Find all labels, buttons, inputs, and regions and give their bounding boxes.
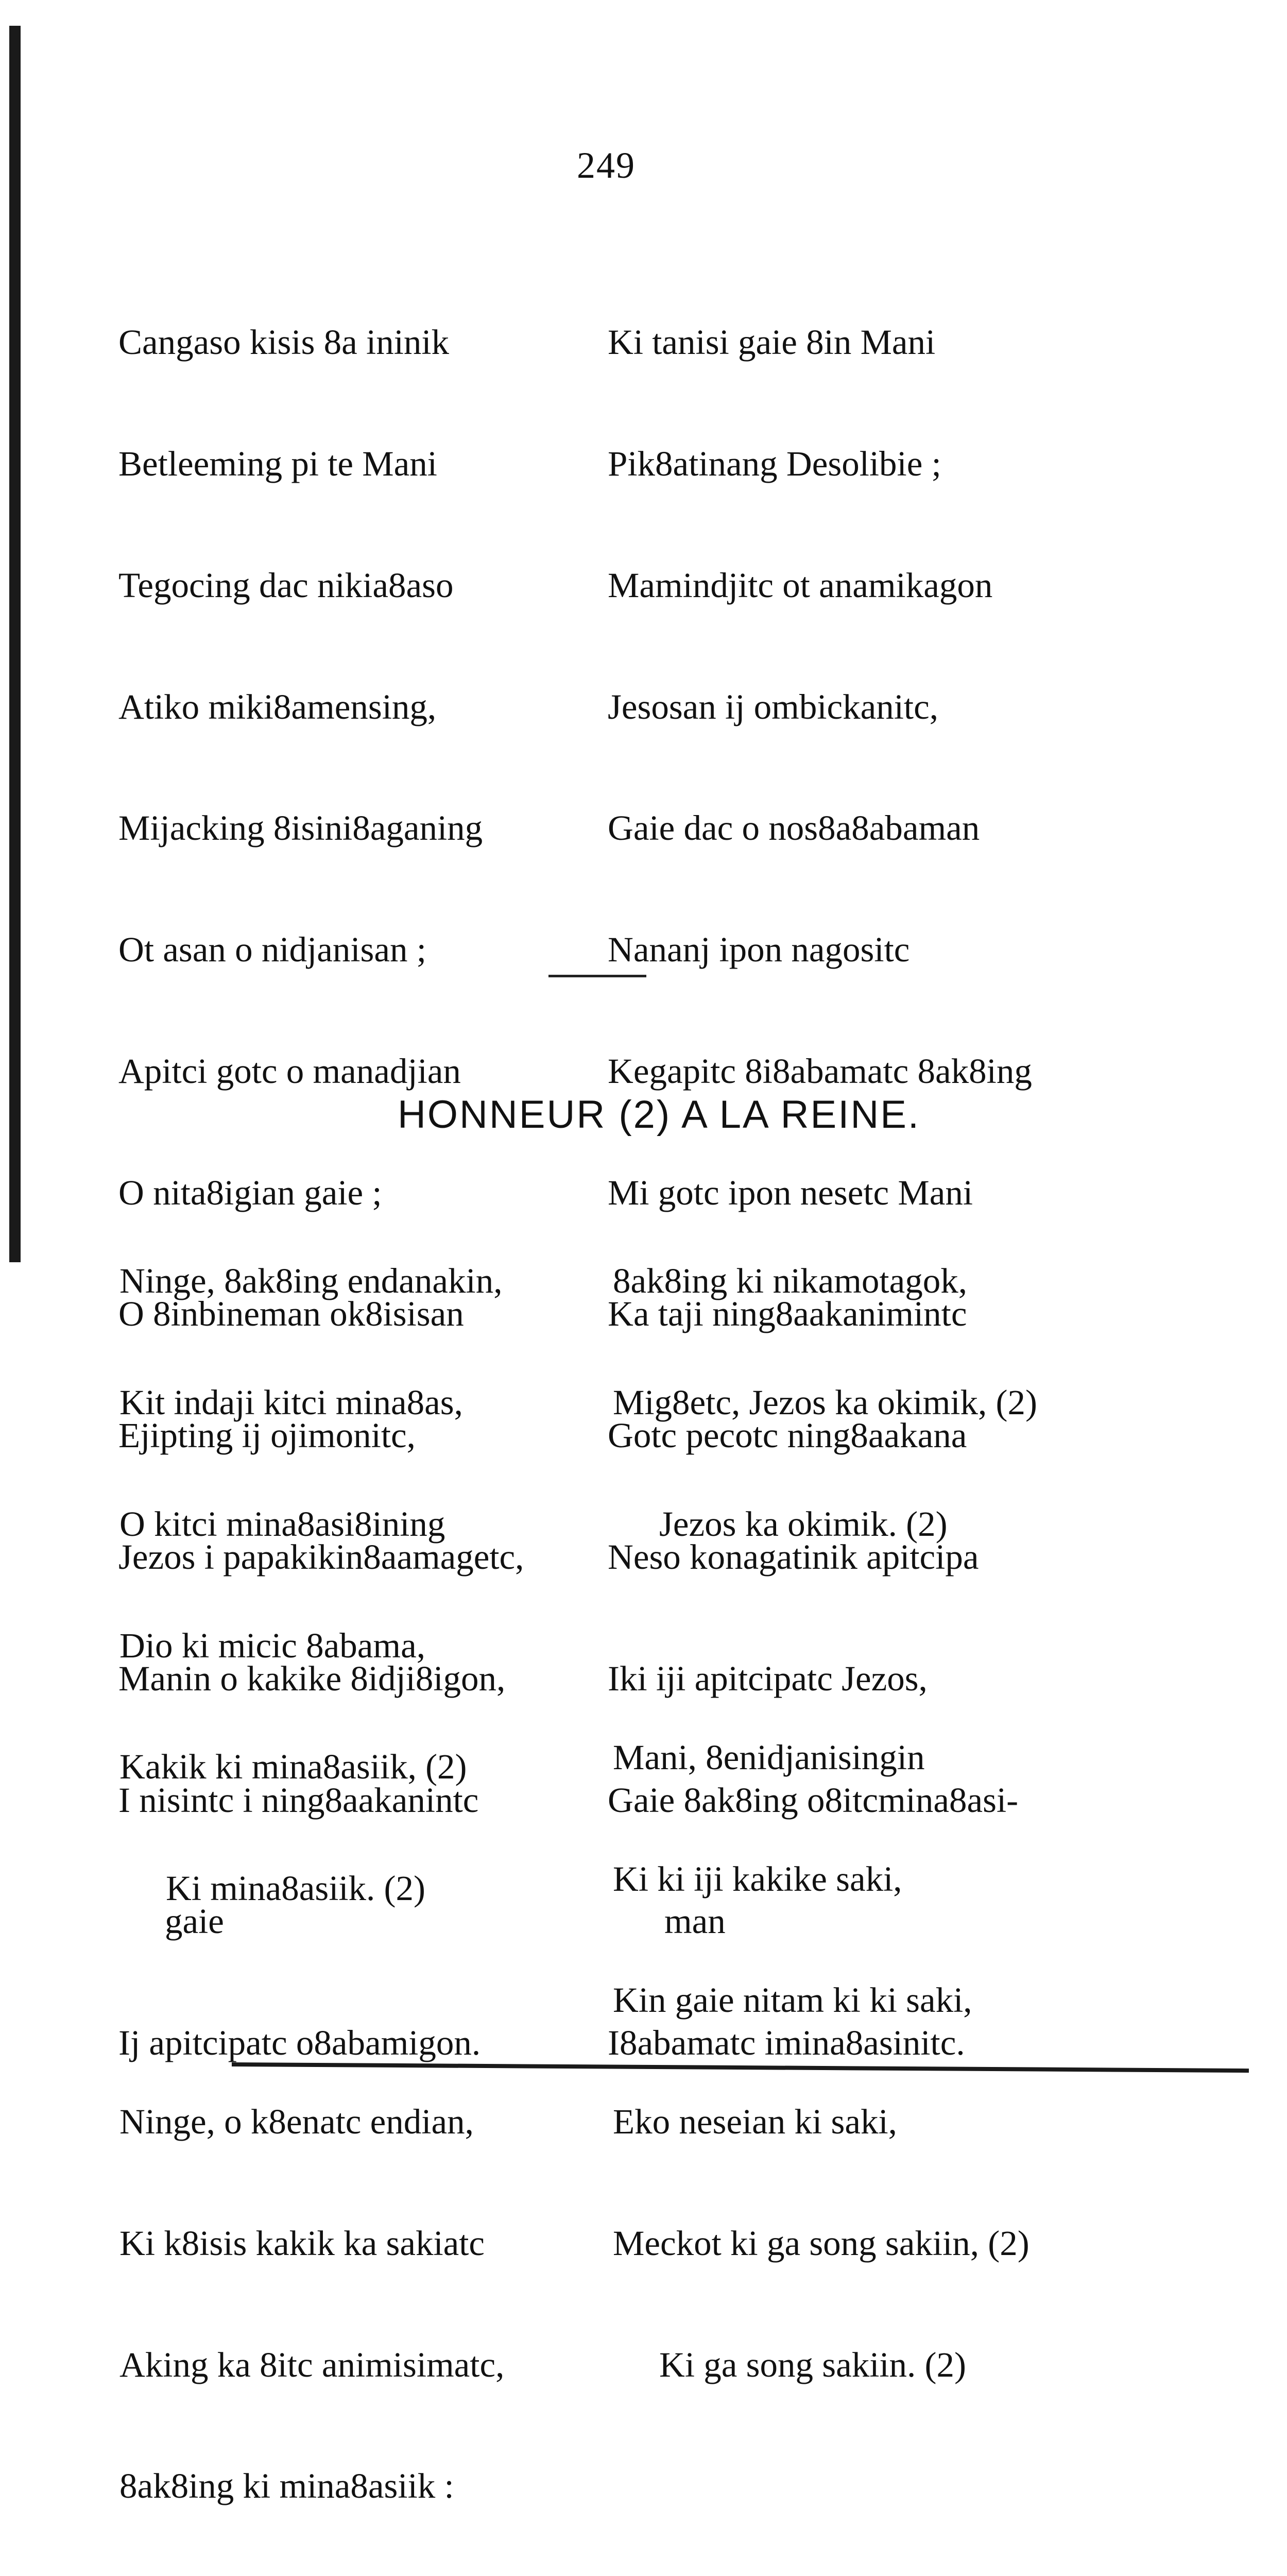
stanza-gap (613, 2466, 1037, 2497)
section-title: HONNEUR (2) A LA REINE. (397, 1093, 921, 1137)
hymn1-right-line: Ka taji ning8aakanimintc (608, 1294, 967, 1334)
hymn2-right-column (613, 1180, 1037, 2576)
hymn1-left-line: Mijacking 8isini8aganing (118, 808, 483, 848)
hymn2-left-line: O kitci mina8asi8ining (119, 1504, 445, 1544)
hymn1-right-line: Mi gotc ipon nesetc Mani (608, 1173, 973, 1212)
hymn1-left-line: O nita8igian gaie ; (118, 1173, 382, 1212)
stanza-gap (119, 1990, 504, 2021)
hymn1-left-line: Ij apitcipatc o8abamigon. (118, 2023, 481, 2063)
hymn2-left-line: Aking ka 8itc animisimatc, (119, 2345, 505, 2384)
hymn2-left-line: Ninge, o k8enatc endian, (119, 2102, 474, 2142)
section-separator (548, 975, 646, 977)
hymn1-right-line: Gotc pecotc ning8aakana (608, 1416, 967, 1455)
hymn2-left-line: Kakik ki mina8asiik, (2) (119, 1747, 467, 1787)
hymn1-left-line: Ot asan o nidjanisan ; (118, 930, 426, 970)
hymn2-right-line: Jezos ka okimik. (2) (659, 1504, 948, 1544)
hymn2-left-line: Ki mina8asiik. (2) (166, 1869, 425, 1908)
hymn1-right-line: Jesosan ij ombickanitc, (608, 687, 938, 726)
hymn1-left-line: Cangaso kisis 8a ininik (118, 323, 450, 362)
hymn2-right-line: Ki ga song sakiin. (2) (659, 2345, 967, 2384)
hymn2-right-line: Eko neseian ki saki, (613, 2102, 897, 2142)
hymn1-left-line: Ejipting ij ojimonitc, (118, 1416, 416, 1455)
hymn1-right-line: Mamindjitc ot anamikagon (608, 565, 993, 605)
hymn2-left-line: Kit indaji kitci mina8as, (119, 1382, 463, 1422)
hymn2-left-line: 8ak8ing ki mina8asiik : (119, 2466, 454, 2506)
hymn1-left-line: Jezos i papakikin8aamagetc, (118, 1537, 524, 1577)
hymn2-left-line: Ninge, 8ak8ing endanakin, (119, 1261, 503, 1301)
hymn2-left-line: Dio ki micic 8abama, (119, 1625, 425, 1665)
hymn1-left-line: Tegocing dac nikia8aso (118, 565, 454, 605)
hymn1-right-line: I8abamatc imina8asinitc. (608, 2023, 965, 2063)
hymn1-left-line: Manin o kakike 8idji8igon, (118, 1658, 506, 1698)
hymn1-left-line: Betleeming pi te Mani (118, 444, 437, 483)
hymn2-right-line: Mig8etc, Jezos ka okimik, (2) (613, 1382, 1037, 1422)
hymn1-right-line: Pik8atinang Desolibie ; (608, 444, 941, 483)
hymn2-left-column (119, 1180, 504, 2576)
hymn1-left-line: Apitci gotc o manadjian (118, 1051, 461, 1091)
hymn1-left-line: Atiko miki8amensing, (118, 687, 437, 726)
page-number: 249 (577, 145, 636, 186)
hymn1-right-line: Nananj ipon nagositc (608, 930, 910, 970)
hymn2-right-line: Ki ki iji kakike saki, (613, 1859, 902, 1899)
stanza-gap (613, 1625, 1037, 1656)
hymn2-right-line: Meckot ki ga song sakiin, (2) (613, 2223, 1029, 2263)
hymn2-right-line: Mani, 8enidjanisingin (613, 1737, 925, 1777)
hymn1-right-line: Ki tanisi gaie 8in Mani (608, 323, 936, 362)
hymn1-right-line: Neso konagatinik apitcipa (608, 1537, 979, 1577)
hymn1-right-line: man (664, 1902, 726, 1941)
hymn1-right-line: Iki iji apitcipatc Jezos, (608, 1658, 928, 1698)
hymn2-right-line: 8ak8ing ki nikamotagok, (613, 1261, 967, 1301)
hymn1-right-line: Gaie 8ak8ing o8itcmina8asi- (608, 1780, 1019, 1820)
hymn1-left-line: I nisintc i ning8aakanintc (118, 1780, 479, 1820)
hymn1-left-line: gaie (165, 1902, 224, 1941)
hymn2-right-line: Kin gaie nitam ki ki saki, (613, 1980, 972, 2020)
binding-rule (9, 26, 21, 1262)
hymn1-left-line: O 8inbineman ok8isisan (118, 1294, 464, 1334)
hymn1-right-line: Gaie dac o nos8a8abaman (608, 808, 980, 848)
hymn1-right-line: Kegapitc 8i8abamatc 8ak8ing (608, 1051, 1032, 1091)
hymn2-left-line: Ki k8isis kakik ka sakiatc (119, 2223, 485, 2263)
